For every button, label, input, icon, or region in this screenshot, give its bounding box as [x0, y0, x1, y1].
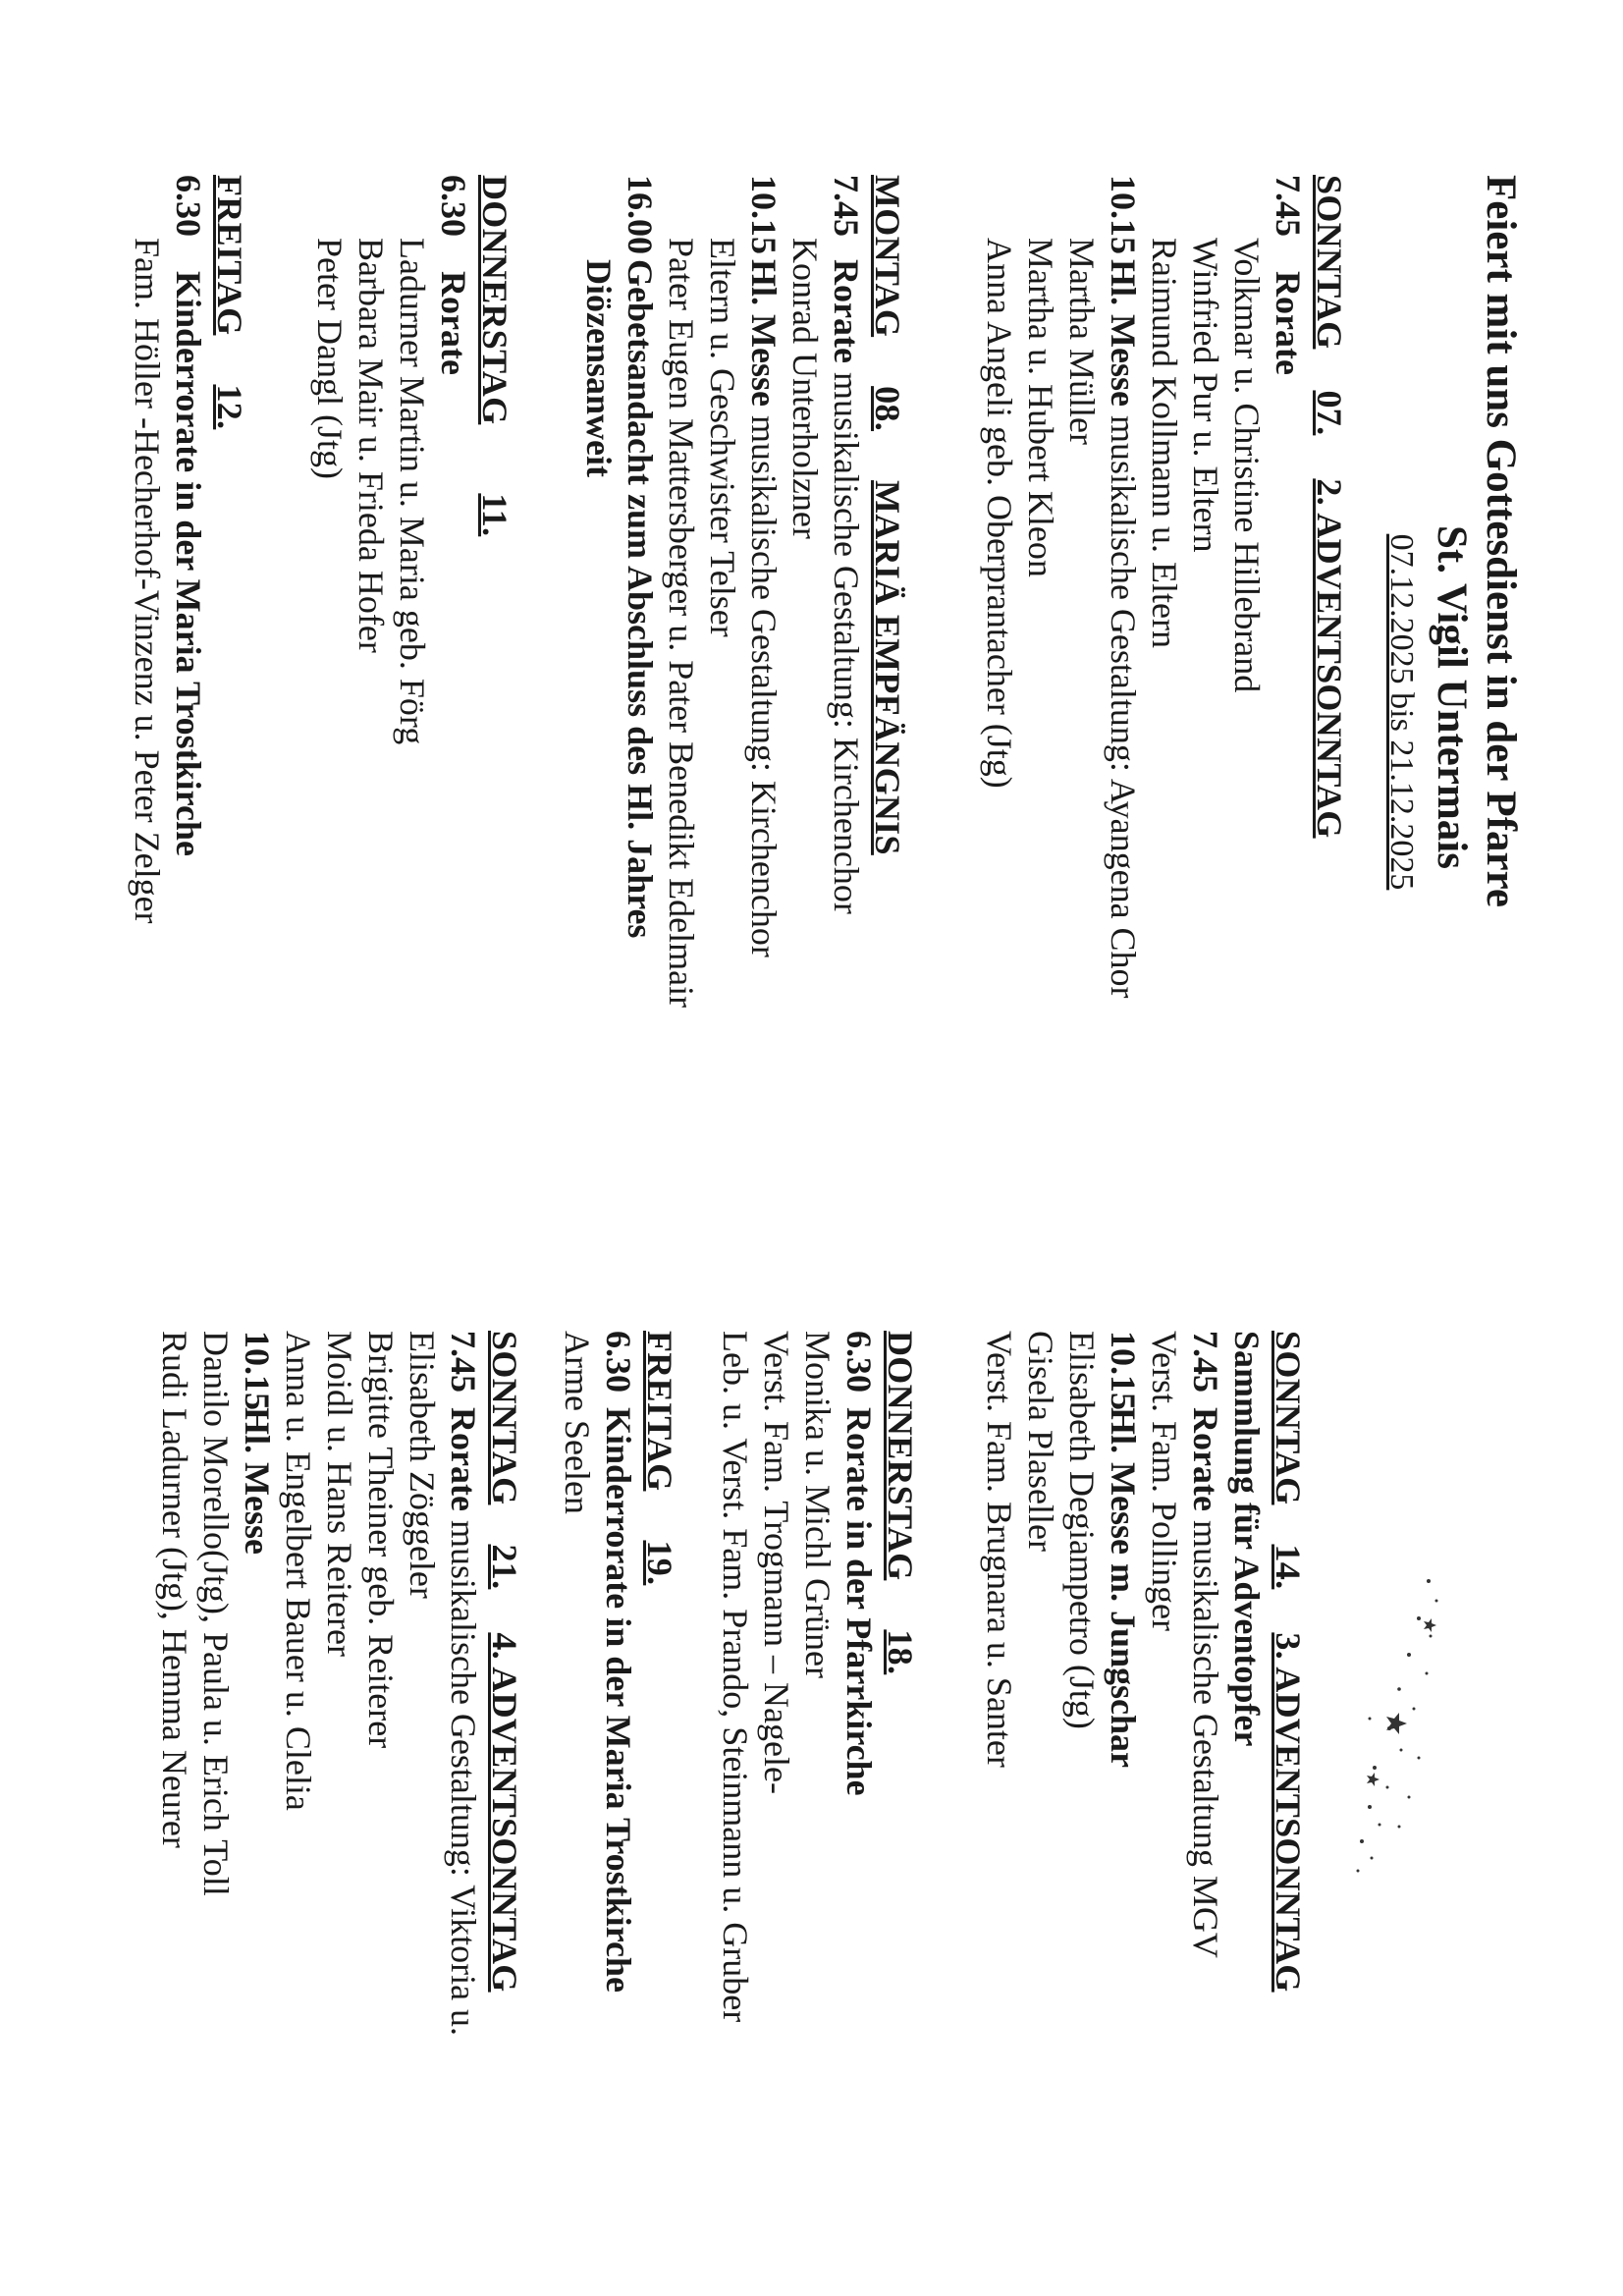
- star-swoosh-icon: [1340, 1571, 1448, 1886]
- day-donnerstag-18: [715, 1331, 921, 2022]
- collection-note: Sammlung für Adventopfer: [1227, 1331, 1267, 1747]
- intention: Anna Angeli geb. Oberprantacher (Jtg): [980, 238, 1019, 789]
- event: 10.15 Hl. Messe musikalische Gestaltung: Kirchenchor: [744, 175, 784, 957]
- event: 7.45 Rorate musikalische Gestaltung MGV: [1186, 1331, 1225, 1958]
- intention: Volkmar u. Christine Hillebrand: [1227, 238, 1267, 693]
- intention: Konrad Unterholzner: [785, 238, 825, 539]
- intention: Brigitte Theiner geb. Reiterer: [361, 1331, 401, 1749]
- intention: Elisabeth Degiampetro (Jtg): [1062, 1331, 1102, 1729]
- day-sonntag-21: [154, 1331, 525, 2036]
- intention: Gisela Plaseller: [1021, 1331, 1060, 1552]
- event: 10.15 Hl. Messe m. Jungschar: [1104, 1331, 1143, 1768]
- event: 7.45 Rorate musikalische Gestaltung: Viktoria u.: [444, 1331, 483, 2037]
- intention: Monika u. Michl Grüner: [798, 1331, 838, 1678]
- day-heading: SONNTAG14.3. ADVENTSONNTAG: [1269, 1331, 1308, 1993]
- event: 16.00 Gebetsandacht zum Abschluss des Hl. Jahres: [621, 175, 660, 939]
- intention: Verst. Fam. Brugnara u. Santer: [980, 1331, 1019, 1768]
- event: 7.45 Rorate musikalische Gestaltung: Kirchenchor: [827, 175, 866, 914]
- intention: Anna u. Engelbert Bauer u. Clelia: [279, 1331, 318, 1811]
- day-heading: SONNTAG07.2. ADVENTSONNTAG: [1310, 175, 1349, 839]
- event: 6.30 Kinderrorate in der Maria Trostkirche: [169, 175, 208, 856]
- day-montag-08: [578, 175, 908, 1008]
- parish-name: St. Vigil Untermais: [1429, 525, 1475, 869]
- day-freitag-19: [557, 1331, 680, 1993]
- page-title: Feiert mit uns Gottesdienst in der Pfarre: [1478, 175, 1524, 907]
- day-sonntag-14: [979, 1331, 1309, 1993]
- day-sonntag-07: [979, 175, 1350, 999]
- event: 6.30 Rorate: [434, 175, 473, 375]
- intention: Winfried Pur u. Eltern: [1186, 238, 1225, 553]
- event: 6.30 Kinderrorate in der Maria Trostkirche: [599, 1331, 638, 1993]
- intention: Rudi Ladurner (Jtg), Hemma Neurer: [155, 1331, 194, 1848]
- day-heading: DONNERSTAG11.: [475, 175, 514, 537]
- intention: Barbara Mair u. Frieda Hofer: [352, 238, 391, 653]
- intention: Elisabeth Zöggeler: [403, 1331, 442, 1599]
- intention: Danilo Morello(Jtg), Paula u. Erich Toll: [196, 1331, 236, 1896]
- intention: Verst. Fam. Trogmann – Nagele-: [757, 1331, 796, 1794]
- intention: Arme Seelen: [558, 1331, 597, 1514]
- day-heading: FREITAG12.: [210, 175, 249, 430]
- event: 10.15 Hl. Messe musikalische Gestaltung: Ayangena Chor: [1104, 175, 1143, 999]
- intention: Ladurner Martin u. Maria geb. Förg: [393, 238, 432, 745]
- intention: Peter Dangl (Jtg): [310, 238, 350, 479]
- day-donnerstag-11: [309, 175, 515, 744]
- date-range: 07.12.2025 bis 21.12.2025: [1383, 533, 1420, 891]
- day-freitag-12: [127, 175, 250, 924]
- day-heading: SONNTAG21.4. ADVENTSONNTAG: [485, 1331, 524, 1993]
- intention: Raimund Kollmann u. Eltern: [1145, 238, 1184, 648]
- intention: Leb. u. Verst. Fam. Prando, Steinmann u. Gruber: [716, 1331, 755, 2023]
- event-continuation: Diözensanweit: [579, 259, 619, 477]
- intention: Verst. Fam. Pollinger: [1145, 1331, 1184, 1631]
- day-heading: FREITAG19.: [640, 1331, 679, 1586]
- event: 6.30 Rorate in der Pfarrkirche: [839, 1331, 879, 1796]
- intention: Martha u. Hubert Kleon: [1021, 238, 1060, 577]
- day-heading: DONNERSTAG18.: [881, 1331, 920, 1675]
- intention: Martha Müller: [1062, 238, 1102, 445]
- day-heading: MONTAG08.MARIÄ EMPFÄNGNIS: [868, 175, 907, 855]
- intention: Moidl u. Hans Reiterer: [320, 1331, 359, 1657]
- intention: Eltern u. Geschwister Telser: [703, 238, 742, 637]
- intention: Pater Eugen Mattersberger u. Pater Benedikt Edelmair: [662, 238, 701, 1009]
- intention: Fam. Höller -Hecherhof-Vinzenz u. Peter Zelger: [128, 238, 167, 924]
- event: 7.45 Rorate: [1269, 175, 1308, 375]
- event: 10.15 Hl. Messe: [238, 1331, 277, 1555]
